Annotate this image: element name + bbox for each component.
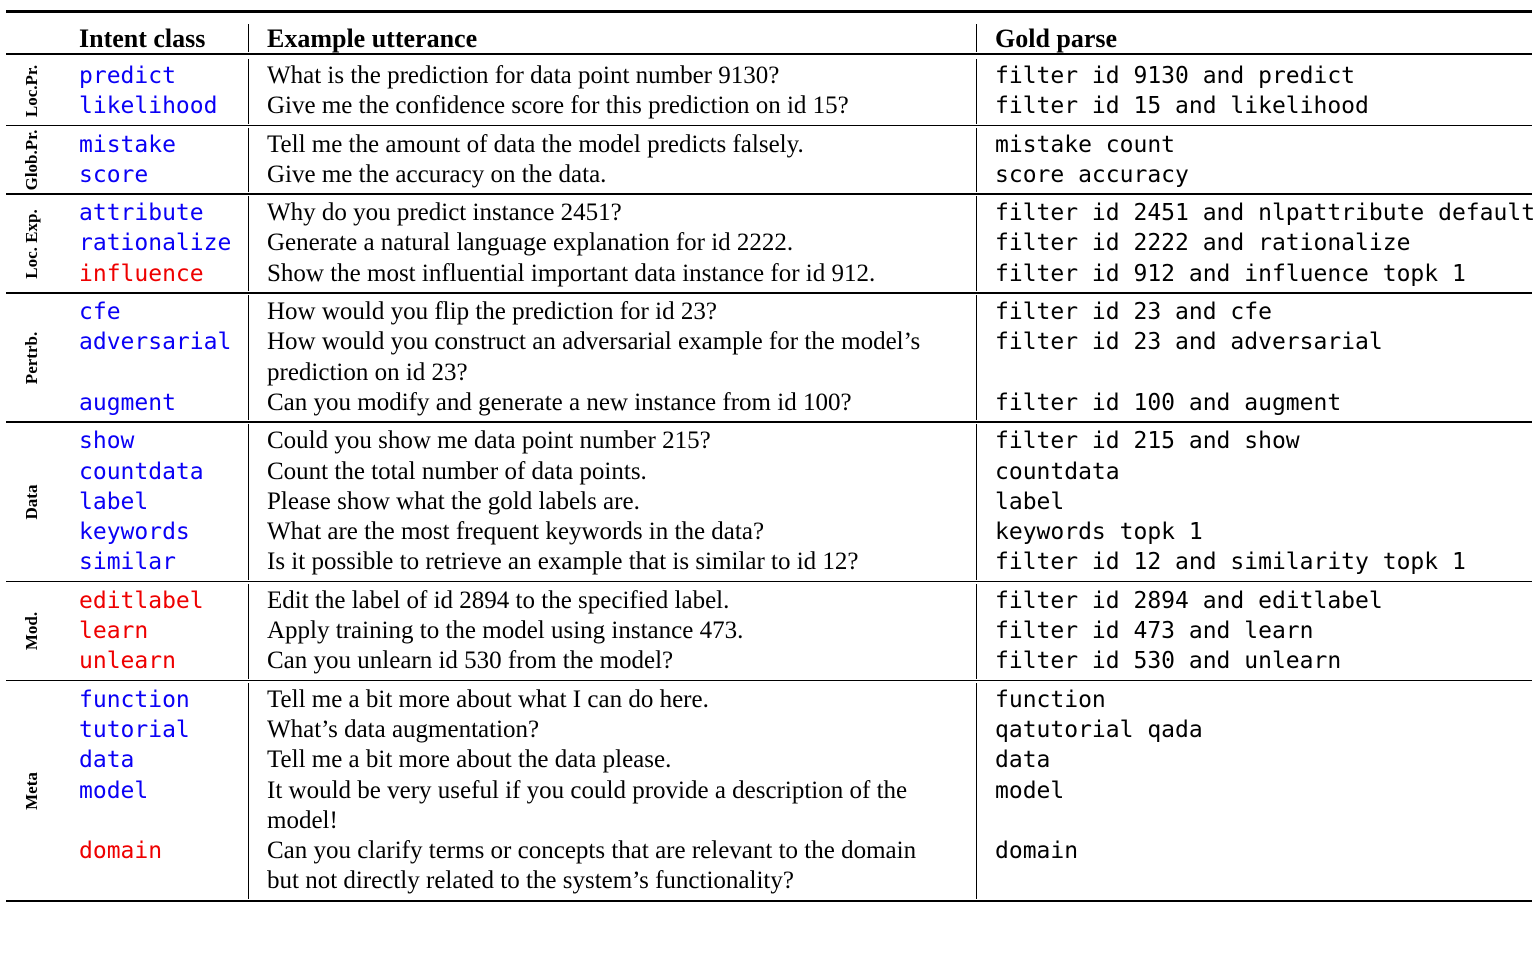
gold-parse: countdata — [995, 458, 1120, 485]
group-separator — [6, 125, 1532, 127]
gold-parse: model — [995, 777, 1065, 804]
intent-name: tutorial — [79, 716, 190, 743]
header-example-utterance: Example utterance — [267, 24, 478, 53]
example-utterance: Is it possible to retrieve an example that is similar to id 12? — [267, 548, 859, 576]
group-separator — [6, 421, 1532, 423]
example-utterance: prediction on id 23? — [267, 358, 468, 386]
gold-parse: filter id 23 and adversarial — [995, 329, 1383, 356]
gold-parse: function — [995, 686, 1106, 713]
example-utterance: Could you show me data point number 215? — [267, 427, 711, 455]
example-utterance: Count the total number of data points. — [267, 457, 647, 485]
gold-parse: filter id 23 and cfe — [995, 299, 1272, 326]
column-divider-right — [976, 128, 977, 193]
header-intent-class: Intent class — [79, 24, 206, 53]
column-divider-right — [976, 295, 977, 420]
gold-parse: filter id 2222 and rationalize — [995, 230, 1411, 257]
gold-parse: domain — [995, 838, 1079, 865]
group-label-text: Data — [22, 484, 41, 520]
intent-name: show — [79, 428, 135, 455]
example-utterance: model! — [267, 806, 338, 834]
header-gold-parse: Gold parse — [995, 24, 1118, 53]
group-label-text: Glob.Pr. — [22, 129, 41, 191]
example-utterance: What are the most frequent keywords in the data? — [267, 518, 765, 546]
group-data — [6, 426, 1532, 578]
group-glob-pr — [6, 130, 1532, 191]
intent-name: keywords — [79, 519, 190, 546]
example-utterance: Tell me a bit more about the data please. — [267, 746, 672, 774]
bottom-rule — [6, 900, 1532, 903]
group-loc-pr — [6, 61, 1532, 122]
example-utterance: Why do you predict instance 2451? — [267, 199, 622, 227]
top-rule — [6, 10, 1532, 13]
example-utterance: Tell me a bit more about what I can do here. — [267, 685, 709, 713]
gold-parse: filter id 530 and unlearn — [995, 648, 1342, 675]
header-divider-left — [248, 24, 249, 52]
group-label-text: Pertrb. — [22, 331, 41, 384]
column-divider-left — [248, 128, 249, 193]
intent-name: similar — [79, 549, 176, 576]
gold-parse: filter id 473 and learn — [995, 618, 1314, 645]
column-divider-left — [248, 424, 249, 580]
column-divider-right — [976, 584, 977, 679]
example-utterance: Apply training to the model using instance 473. — [267, 617, 744, 645]
gold-parse: filter id 15 and likelihood — [995, 93, 1369, 120]
example-utterance: It would be very useful if you could provide a description of the — [267, 776, 908, 804]
gold-parse: filter id 2894 and editlabel — [995, 587, 1383, 614]
example-utterance: Give me the accuracy on the data. — [267, 160, 607, 188]
example-utterance: Can you clarify terms or concepts that are relevant to the domain — [267, 837, 917, 865]
example-utterance: How would you flip the prediction for id 23? — [267, 298, 717, 326]
gold-parse: mistake count — [995, 131, 1176, 158]
intent-name: domain — [79, 838, 163, 865]
intent-name: predict — [79, 63, 176, 89]
column-divider-right — [976, 59, 977, 124]
gold-parse: data — [995, 747, 1051, 774]
gold-parse: keywords topk 1 — [995, 519, 1203, 546]
group-separator — [6, 193, 1532, 195]
gold-parse: score accuracy — [995, 161, 1189, 188]
header-divider-right — [976, 24, 977, 52]
example-utterance: What’s data augmentation? — [267, 715, 540, 743]
intent-name: cfe — [79, 299, 121, 326]
example-utterance: Show the most influential important data instance for id 912. — [267, 259, 876, 287]
header-rule — [6, 53, 1532, 55]
column-divider-left — [248, 196, 249, 291]
intent-name: data — [79, 747, 135, 774]
gold-parse: filter id 9130 and predict — [995, 63, 1356, 89]
example-utterance: Generate a natural language explanation for id 2222. — [267, 229, 794, 257]
intent-name: augment — [79, 389, 176, 416]
example-utterance: Can you modify and generate a new instance from id 100? — [267, 388, 852, 416]
gold-parse: filter id 12 and similarity topk 1 — [995, 549, 1466, 576]
intent-name: attribute — [79, 200, 204, 227]
intent-name: adversarial — [79, 329, 232, 356]
intent-name: likelihood — [79, 93, 218, 120]
example-utterance: How would you construct an adversarial example for the model’s — [267, 328, 921, 356]
column-divider-right — [976, 196, 977, 291]
example-utterance: but not directly related to the system’s functionality? — [267, 867, 794, 895]
intent-name: model — [79, 777, 149, 804]
intent-name: countdata — [79, 458, 204, 485]
group-meta — [6, 685, 1532, 897]
example-utterance: What is the prediction for data point number 9130? — [267, 62, 780, 89]
column-divider-left — [248, 584, 249, 679]
group-label-text: Loc. Exp. — [22, 208, 41, 279]
intent-name: score — [79, 161, 149, 188]
intent-name: influence — [79, 260, 204, 287]
intent-name: mistake — [79, 131, 176, 158]
column-divider-left — [248, 683, 249, 899]
group-separator — [6, 581, 1532, 583]
group-loc-exp — [6, 198, 1536, 289]
group-mod — [6, 586, 1532, 677]
example-utterance: Tell me the amount of data the model predicts falsely. — [267, 130, 804, 158]
intent-name: function — [79, 686, 190, 713]
group-label-text: Mod. — [22, 612, 41, 651]
group-label-text: Loc.Pr. — [22, 65, 41, 118]
gold-parse: filter id 912 and influence topk 1 — [995, 260, 1466, 287]
group-separator — [6, 292, 1532, 294]
gold-parse: filter id 215 and show — [995, 428, 1300, 455]
column-divider-right — [976, 424, 977, 580]
example-utterance: Edit the label of id 2894 to the specified label. — [267, 586, 730, 614]
gold-parse: label — [995, 488, 1065, 515]
group-separator — [6, 680, 1532, 682]
column-divider-right — [976, 683, 977, 899]
example-utterance: Give me the confidence score for this prediction on id 15? — [267, 92, 849, 120]
gold-parse: filter id 100 and augment — [995, 389, 1342, 416]
column-divider-left — [248, 59, 249, 124]
intent-name: unlearn — [79, 648, 176, 675]
example-utterance: Please show what the gold labels are. — [267, 487, 640, 515]
column-divider-left — [248, 295, 249, 420]
intent-name: rationalize — [79, 230, 232, 257]
example-utterance: Can you unlearn id 530 from the model? — [267, 647, 674, 675]
intent-name: learn — [79, 618, 149, 645]
group-label-text: Meta — [22, 771, 41, 810]
intent-name: editlabel — [79, 587, 204, 614]
intent-name: label — [79, 488, 149, 515]
group-pertrb — [6, 297, 1532, 418]
gold-parse: qatutorial qada — [995, 716, 1203, 743]
gold-parse: filter id 2451 and nlpattribute default — [995, 200, 1536, 227]
